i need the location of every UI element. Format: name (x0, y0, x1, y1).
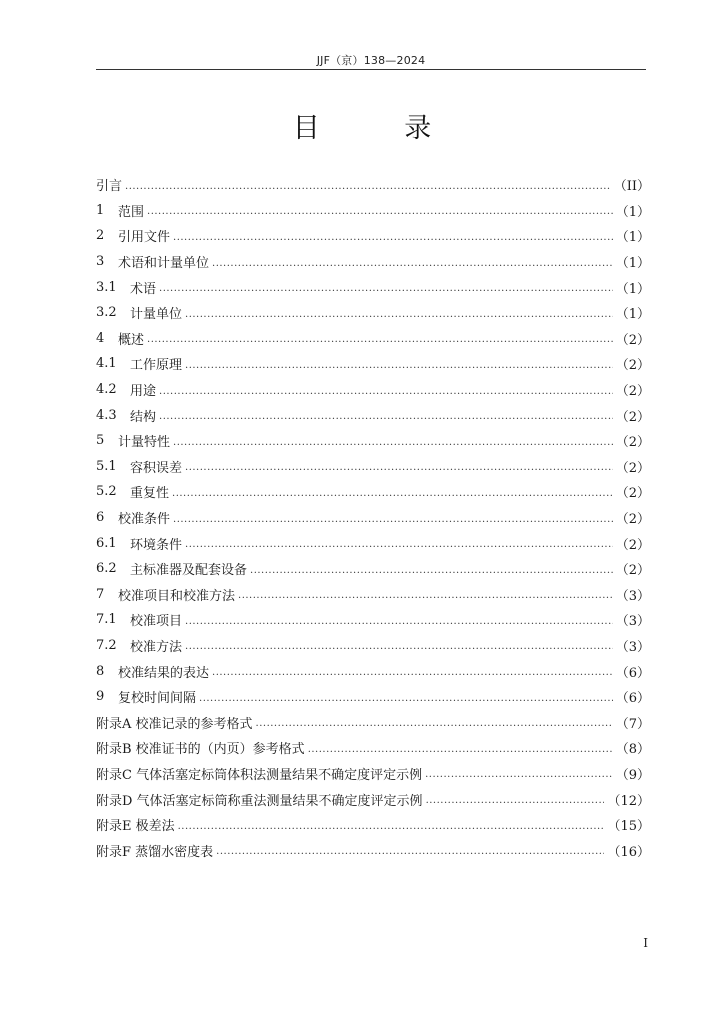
toc-entry-number: 6.1 (96, 535, 117, 551)
toc-entry[interactable] (96, 658, 650, 684)
toc-entry-label: 范围 (118, 204, 145, 220)
toc-entry-page: （12） (607, 793, 650, 809)
toc-entry-number: 8 (96, 663, 105, 679)
toc-entry-page: （2） (615, 486, 650, 502)
toc-dot-leader (250, 566, 613, 576)
toc-entry-page: （2） (615, 460, 650, 476)
toc-entry-number: 3 (96, 254, 105, 270)
toc-entry[interactable] (96, 172, 650, 198)
toc-dot-leader (185, 310, 613, 320)
toc-entry-label: 计量单位 (130, 307, 183, 323)
toc-entry-page: （2） (615, 537, 650, 553)
toc-entry[interactable] (96, 479, 650, 505)
toc-entry-label: 复校时间间隔 (118, 691, 197, 707)
toc-entry-label: 附录B 校准证书的（内页）参考格式 (96, 742, 305, 758)
toc-entry-label: 工作原理 (130, 358, 183, 374)
toc-dot-leader (159, 412, 613, 422)
toc-entry-label: 容积误差 (130, 460, 183, 476)
document-code-header: JJF（京）138—2024 (316, 54, 426, 67)
toc-dot-leader (173, 438, 613, 448)
toc-dot-leader (185, 642, 613, 652)
toc-dot-leader (185, 617, 613, 627)
toc-entry-number: 7.1 (96, 612, 117, 628)
toc-entry-page: （2） (615, 512, 650, 528)
toc-entry-page: （2） (615, 384, 650, 400)
toc-dot-leader (159, 284, 613, 294)
toc-entry-page: （3） (615, 588, 650, 604)
toc-dot-leader (147, 207, 613, 217)
toc-entry[interactable] (96, 326, 650, 352)
toc-entry-number: 3.2 (96, 305, 117, 321)
toc-entry-label: 结构 (130, 409, 157, 425)
toc-entry[interactable] (96, 709, 650, 735)
toc-entry-label: 附录E 极差法 (96, 819, 175, 835)
toc-entry[interactable] (96, 505, 650, 531)
toc-entry[interactable] (96, 684, 650, 710)
toc-entry-number: 4.3 (96, 407, 117, 423)
toc-entry-page: （2） (615, 563, 650, 579)
toc-entry[interactable] (96, 198, 650, 224)
toc-entry-page: （15） (607, 819, 650, 835)
toc-dot-leader (212, 259, 613, 269)
header-divider (96, 69, 646, 70)
toc-entry[interactable] (96, 530, 650, 556)
toc-entry-number: 5.2 (96, 484, 117, 500)
toc-entry-page: （9） (615, 767, 650, 783)
toc-entry-number: 9 (96, 689, 105, 705)
toc-entry-page: （6） (615, 691, 650, 707)
page-number: I (643, 936, 648, 950)
toc-entry-label: 附录C 气体活塞定标筒体积法测量结果不确定度评定示例 (96, 767, 423, 783)
toc-entry-label: 主标准器及配套设备 (130, 563, 248, 579)
toc-dot-leader (185, 540, 613, 550)
toc-entry[interactable] (96, 274, 650, 300)
toc-entry-label: 附录A 校准记录的参考格式 (96, 716, 253, 732)
toc-entry-page: （1） (615, 281, 650, 297)
toc-entry-label: 校准结果的表达 (118, 665, 210, 681)
table-of-contents (96, 172, 650, 863)
toc-entry-label: 附录F 蒸馏水密度表 (96, 844, 214, 860)
toc-entry-number: 4 (96, 330, 105, 346)
toc-dot-leader (185, 463, 613, 473)
toc-entry[interactable] (96, 735, 650, 761)
toc-entry-number: 5.1 (96, 458, 117, 474)
toc-entry-page: （2） (615, 332, 650, 348)
toc-entry[interactable] (96, 786, 650, 812)
toc-entry[interactable] (96, 454, 650, 480)
toc-entry-page: （1） (615, 256, 650, 272)
toc-entry-page: （1） (615, 230, 650, 246)
toc-entry-number: 5 (96, 433, 105, 449)
toc-entry-page: （6） (615, 665, 650, 681)
toc-entry-label: 校准项目和校准方法 (118, 588, 236, 604)
toc-entry-label: 附录D 气体活塞定标筒称重法测量结果不确定度评定示例 (96, 793, 423, 809)
toc-entry[interactable] (96, 812, 650, 838)
toc-entry-number: 2 (96, 228, 105, 244)
toc-entry[interactable] (96, 377, 650, 403)
toc-entry[interactable] (96, 633, 650, 659)
toc-entry-label: 计量特性 (118, 435, 171, 451)
toc-entry-number: 3.1 (96, 279, 117, 295)
toc-entry-page: （2） (615, 435, 650, 451)
toc-entry-number: 6 (96, 510, 105, 526)
toc-entry-label: 概述 (118, 332, 145, 348)
toc-entry-label: 引言 (96, 179, 123, 195)
toc-entry-label: 引用文件 (118, 230, 171, 246)
toc-dot-leader (256, 719, 613, 729)
toc-entry-label: 重复性 (130, 486, 170, 502)
toc-entry-page: （1） (615, 204, 650, 220)
toc-dot-leader (425, 770, 613, 780)
toc-entry-page: （8） (615, 742, 650, 758)
toc-dot-leader (185, 361, 613, 371)
toc-dot-leader (216, 847, 604, 857)
toc-dot-leader (212, 668, 613, 678)
page-title: 目 录 (292, 113, 470, 144)
toc-entry[interactable] (96, 582, 650, 608)
toc-entry-label: 用途 (130, 384, 157, 400)
toc-dot-leader (308, 745, 613, 755)
toc-entry[interactable] (96, 761, 650, 787)
toc-dot-leader (199, 694, 613, 704)
toc-entry-label: 校准项目 (130, 614, 183, 630)
toc-dot-leader (178, 822, 605, 832)
toc-dot-leader (173, 515, 613, 525)
toc-entry[interactable] (96, 607, 650, 633)
toc-entry[interactable] (96, 402, 650, 428)
toc-entry-label: 术语 (130, 281, 157, 297)
toc-entry-page: （7） (615, 716, 650, 732)
toc-entry-number: 6.2 (96, 561, 117, 577)
toc-dot-leader (173, 233, 613, 243)
toc-dot-leader (172, 489, 613, 499)
toc-entry-number: 4.2 (96, 382, 117, 398)
toc-entry-number: 7 (96, 586, 105, 602)
toc-dot-leader (147, 335, 613, 345)
toc-entry[interactable] (96, 837, 650, 863)
toc-entry[interactable] (96, 223, 650, 249)
toc-entry-page: （II） (613, 179, 650, 195)
toc-entry[interactable] (96, 428, 650, 454)
toc-dot-leader (125, 182, 611, 192)
toc-entry-label: 环境条件 (130, 537, 183, 553)
toc-entry[interactable] (96, 249, 650, 275)
toc-entry-page: （2） (615, 358, 650, 374)
toc-entry-label: 校准条件 (118, 512, 171, 528)
toc-entry[interactable] (96, 300, 650, 326)
toc-dot-leader (238, 591, 613, 601)
toc-entry-number: 4.1 (96, 356, 117, 372)
toc-entry-page: （2） (615, 409, 650, 425)
toc-entry-number: 7.2 (96, 637, 117, 653)
toc-entry-page: （16） (607, 844, 650, 860)
toc-entry[interactable] (96, 556, 650, 582)
toc-entry-label: 术语和计量单位 (118, 256, 210, 272)
toc-dot-leader (159, 387, 613, 397)
toc-entry-page: （3） (615, 639, 650, 655)
toc-entry-page: （3） (615, 614, 650, 630)
toc-dot-leader (426, 796, 605, 806)
toc-entry-label: 校准方法 (130, 639, 183, 655)
toc-entry[interactable] (96, 351, 650, 377)
toc-entry-page: （1） (615, 307, 650, 323)
toc-entry-number: 1 (96, 202, 105, 218)
